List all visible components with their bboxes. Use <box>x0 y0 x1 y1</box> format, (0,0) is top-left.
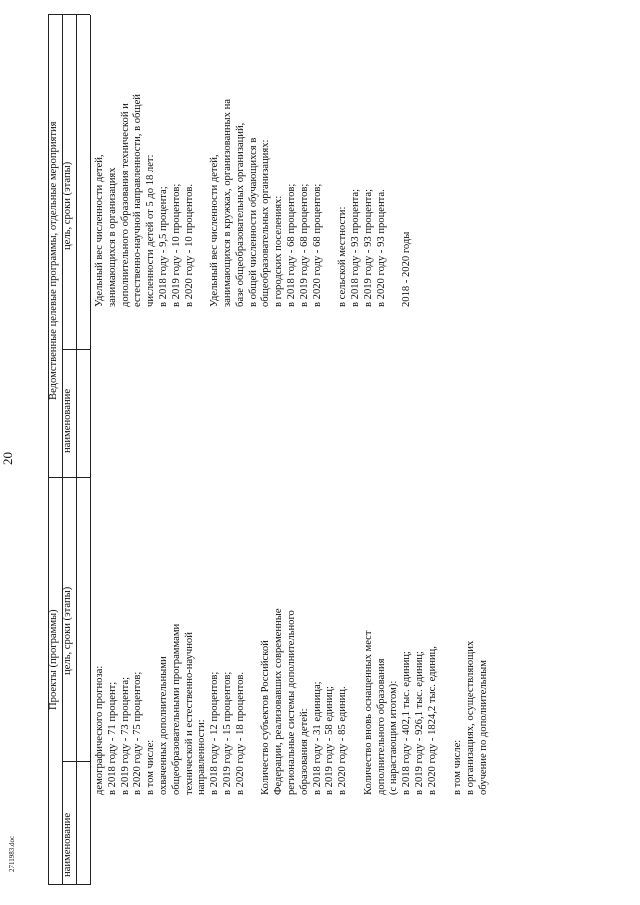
departmental-goal-line: общеобразовательных организациях: <box>260 139 272 307</box>
table-right-border <box>48 14 90 15</box>
departmental-goal-line: 2018 - 2020 годы <box>401 231 413 307</box>
departmental-goal-line <box>388 94 401 307</box>
projects-goal-line: в 2018 году - 12 процентов; <box>209 671 221 795</box>
departmental-goal-column <box>94 94 414 307</box>
departmental-goal-line: естественно-научной направленности, в общей <box>132 94 144 307</box>
departmental-goal-line: в 2019 году - 68 процентов; <box>298 183 310 307</box>
projects-goal-line: в 2020 году - 1824,2 тыс. единиц, <box>426 646 438 795</box>
departmental-goal-line <box>324 94 337 307</box>
projects-goal-line: (с нарастающим итогом): <box>388 680 400 795</box>
departmental-goal-line: в 2020 году - 10 процентов. <box>183 183 195 307</box>
projects-goal-line: в 2019 году - 58 единиц; <box>324 686 336 795</box>
projects-goal-line: дополнительного образования <box>375 658 387 795</box>
departmental-goal-line: базе общеобразовательных организаций, <box>234 122 246 307</box>
projects-goal-line: в 2019 году - 73 процента; <box>119 676 131 795</box>
subheader-divider <box>76 15 77 885</box>
projects-goal-line: технической и естественно-научной <box>183 632 195 795</box>
projects-goal-line: Количество субъектов Российской <box>260 640 272 795</box>
projects-goal-line: в 2020 году - 75 процентов; <box>132 671 144 795</box>
projects-goal-line: в 2019 году - 926,1 тыс. единиц; <box>413 651 425 795</box>
projects-goal-line: обучение по дополнительным <box>477 660 489 795</box>
projects-goal-line: Количество вновь оснащенных мест <box>362 630 374 795</box>
projects-goal-line: охваченных дополнительными <box>157 656 169 795</box>
projects-goal-line: в том числе: <box>452 739 464 795</box>
departmental-goal-line: в 2019 году - 10 процентов; <box>170 183 182 307</box>
projects-goal-line: в 2018 году - 31 единица; <box>311 681 323 795</box>
projects-goal-line: региональные системы дополнительного <box>285 610 297 795</box>
projects-goal-line: в 2019 году - 15 процентов; <box>221 671 233 795</box>
projects-goal-line <box>440 608 453 795</box>
departmental-goal-line: в 2020 году - 93 процента. <box>375 189 387 307</box>
projects-goal-line <box>248 608 261 795</box>
group-divider <box>48 477 90 478</box>
projects-goal-line <box>350 608 363 795</box>
departmental-goal-line: в 2019 году - 93 процента; <box>362 188 374 307</box>
table-bottom-border <box>90 15 91 885</box>
departmental-goal-line: в 2018 году - 68 процентов; <box>285 183 297 307</box>
departmental-goal-line <box>196 94 209 307</box>
departmental-goal-line: занимающихся в организациях <box>106 167 118 307</box>
header-projects-name: наименование <box>62 812 73 877</box>
projects-goal-line: в 2018 году - 71 процент; <box>106 681 118 795</box>
projects-goal-line: в организациях, осуществляющих <box>465 640 477 795</box>
departmental-goal-line: численности детей от 5 до 18 лет: <box>145 154 157 307</box>
departmental-goal-line: в общей численности обучающихся в <box>247 137 259 307</box>
departmental-goal-line: в 2020 году - 68 процентов; <box>311 183 323 307</box>
projects-goal-line: направленности: <box>196 719 208 795</box>
projects-goal-line: в том числе: <box>145 739 157 795</box>
header-projects-goal: цель, сроки (этапы) <box>62 586 73 675</box>
header-projects-group: Проекты (программы) <box>48 609 59 710</box>
departmental-goal-line: дополнительного образования технической и <box>119 103 131 307</box>
departmental-goal-line: занимающихся в кружках, организованных на <box>221 99 233 307</box>
projects-goal-line: демографического прогноза: <box>94 665 105 795</box>
departmental-goal-line: Удельный вес численности детей, <box>209 154 221 307</box>
projects-name-divider <box>62 761 90 762</box>
departmental-goal-line: в 2018 году - 93 процента; <box>349 188 361 307</box>
document-file-code: 2711983.doc <box>8 835 16 872</box>
departmental-name-divider <box>62 349 90 350</box>
projects-goal-line: Федерации, реализовавших современные <box>273 608 285 795</box>
projects-goal-line: в 2018 году - 402,1 тыс. единиц; <box>401 651 413 795</box>
page-number: 20 <box>0 452 15 465</box>
projects-goal-line: общеобразовательными программами <box>170 623 182 795</box>
departmental-goal-line: в 2018 году - 9,5 процента; <box>157 186 169 307</box>
projects-goal-line: в 2020 году - 85 единиц. <box>337 686 349 795</box>
table-left-border <box>48 884 90 885</box>
departmental-goal-line: Удельный вес численности детей, <box>94 154 105 307</box>
header-departmental-group: Ведомственные целевые программы, отдельные мероприятия <box>48 121 59 400</box>
departmental-goal-line: в городских поселениях: <box>273 195 285 307</box>
projects-goal-line: в 2020 году - 18 процентов. <box>234 671 246 795</box>
header-departmental-goal: цель, сроки (этапы) <box>62 161 73 250</box>
projects-goal-line: образования детей: <box>298 708 310 795</box>
projects-goal-column <box>94 608 491 795</box>
departmental-goal-line: в сельской местности: <box>337 206 349 307</box>
header-departmental-name: наименование <box>62 388 73 453</box>
